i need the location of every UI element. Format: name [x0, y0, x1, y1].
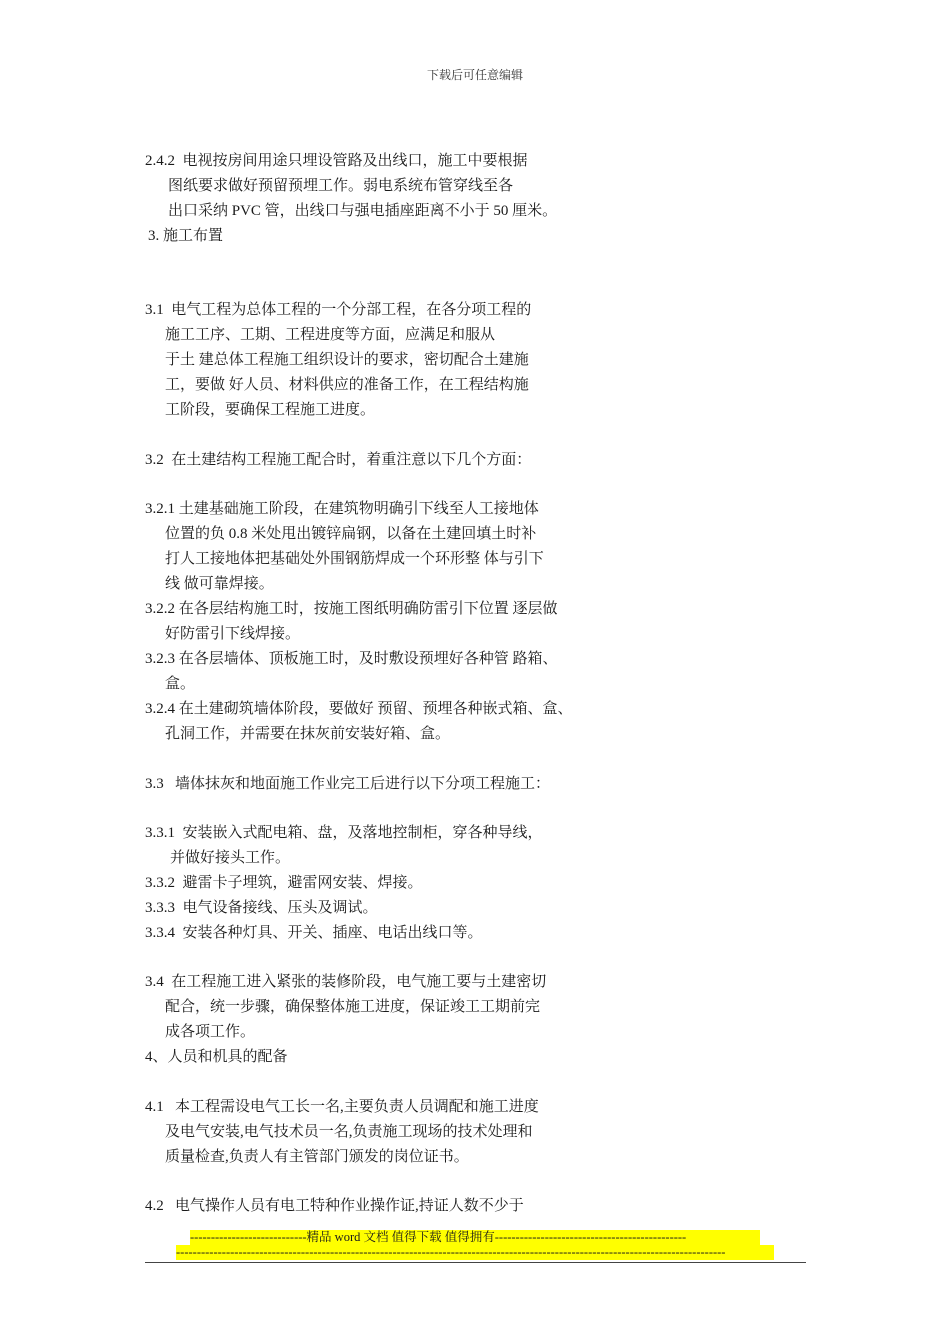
text-line: 3.3 墙体抹灰和地面施工作业完工后进行以下分项工程施工：	[145, 776, 551, 792]
text-line: 3.2.4 在土建砌筑墙体阶段，要做好 预留、预埋各种嵌式箱、盒、	[145, 701, 573, 717]
text-line: 工，要做 好人员、材料供应的准备工作，在工程结构施	[165, 377, 529, 393]
page-header: 下载后可任意编辑	[426, 68, 523, 82]
text-line: 施工工序、工期、工程进度等方面，应满足和服从	[165, 327, 496, 343]
text-line: 质量检查,负责人有主管部门颁发的岗位证书。	[165, 1149, 469, 1165]
text-line: 3.1 电气工程为总体工程的一个分部工程，在各分项工程的	[145, 302, 532, 318]
text-line: 3.2.2 在各层结构施工时，按施工图纸明确防雷引下位置 逐层做	[145, 601, 558, 617]
text-line: 并做好接头工作。	[170, 850, 291, 866]
footer-rule	[145, 1262, 806, 1263]
footer-banner: ----------------------------精品 word 文档 值得下载 值得拥有----------------------------------------------	[190, 1230, 760, 1245]
text-line: 好防雷引下线焊接。	[165, 626, 301, 642]
text-line: 工阶段，要确保工程施工进度。	[165, 402, 376, 418]
text-line: 3.3.3 电气设备接线、压头及调试。	[145, 900, 378, 916]
text-line: 3.2 在土建结构工程施工配合时，着重注意以下几个方面：	[145, 452, 532, 468]
section-heading: 4、人员和机具的配备	[145, 1049, 288, 1065]
text-line: 4.1 本工程需设电气工长一名,主要负责人员调配和施工进度	[145, 1099, 539, 1115]
text-line: 于土 建总体工程施工组织设计的要求，密切配合土建施	[165, 352, 529, 368]
text-line: 出口采纳 PVC 管，出线口与强电插座距离不小于 50 厘米。	[168, 203, 558, 219]
text-line: 图纸要求做好预留预埋工作。弱电系统布管穿线至各	[168, 178, 514, 194]
text-line: 3.2.1 土建基础施工阶段，在建筑物明确引下线至人工接地体	[145, 501, 539, 517]
footer-dashes: ------------------------------------------------------------------------------------------------------------------------------------	[176, 1245, 774, 1260]
text-line: 盒。	[165, 676, 196, 692]
text-line: 3.3.4 安装各种灯具、开关、插座、电话出线口等。	[145, 925, 483, 941]
text-line: 2.4.2 电视按房间用途只埋设管路及出线口，施工中要根据	[145, 153, 528, 169]
text-line: 3.3.1 安装嵌入式配电箱、盘，及落地控制柜，穿各种导线，	[145, 825, 543, 841]
text-line: 3.3.2 避雷卡子埋筑，避雷网安装、焊接。	[145, 875, 423, 891]
text-line: 4.2 电气操作人员有电工特种作业操作证,持证人数不少于	[145, 1198, 524, 1214]
text-line: 位置的负 0.8 米处甩出镀锌扁钢，以备在土建回填土时补	[165, 526, 537, 542]
text-line: 打人工接地体把基础处外围钢筋焊成一个环形整 体与引下	[165, 551, 544, 567]
section-heading: 3. 施工布置	[148, 228, 224, 244]
text-line: 配合，统一步骤，确保整体施工进度，保证竣工工期前完	[165, 999, 541, 1015]
text-line: 孔洞工作，并需要在抹灰前安装好箱、盒。	[165, 726, 451, 742]
text-line: 成各项工作。	[165, 1024, 256, 1040]
text-line: 及电气安装,电气技术员一名,负责施工现场的技术处理和	[165, 1124, 533, 1140]
text-line: 线 做可靠焊接。	[165, 576, 274, 592]
text-line: 3.4 在工程施工进入紧张的装修阶段，电气施工要与土建密切	[145, 974, 547, 990]
text-line: 3.2.3 在各层墙体、顶板施工时，及时敷设预埋好各种管 路箱、	[145, 651, 558, 667]
